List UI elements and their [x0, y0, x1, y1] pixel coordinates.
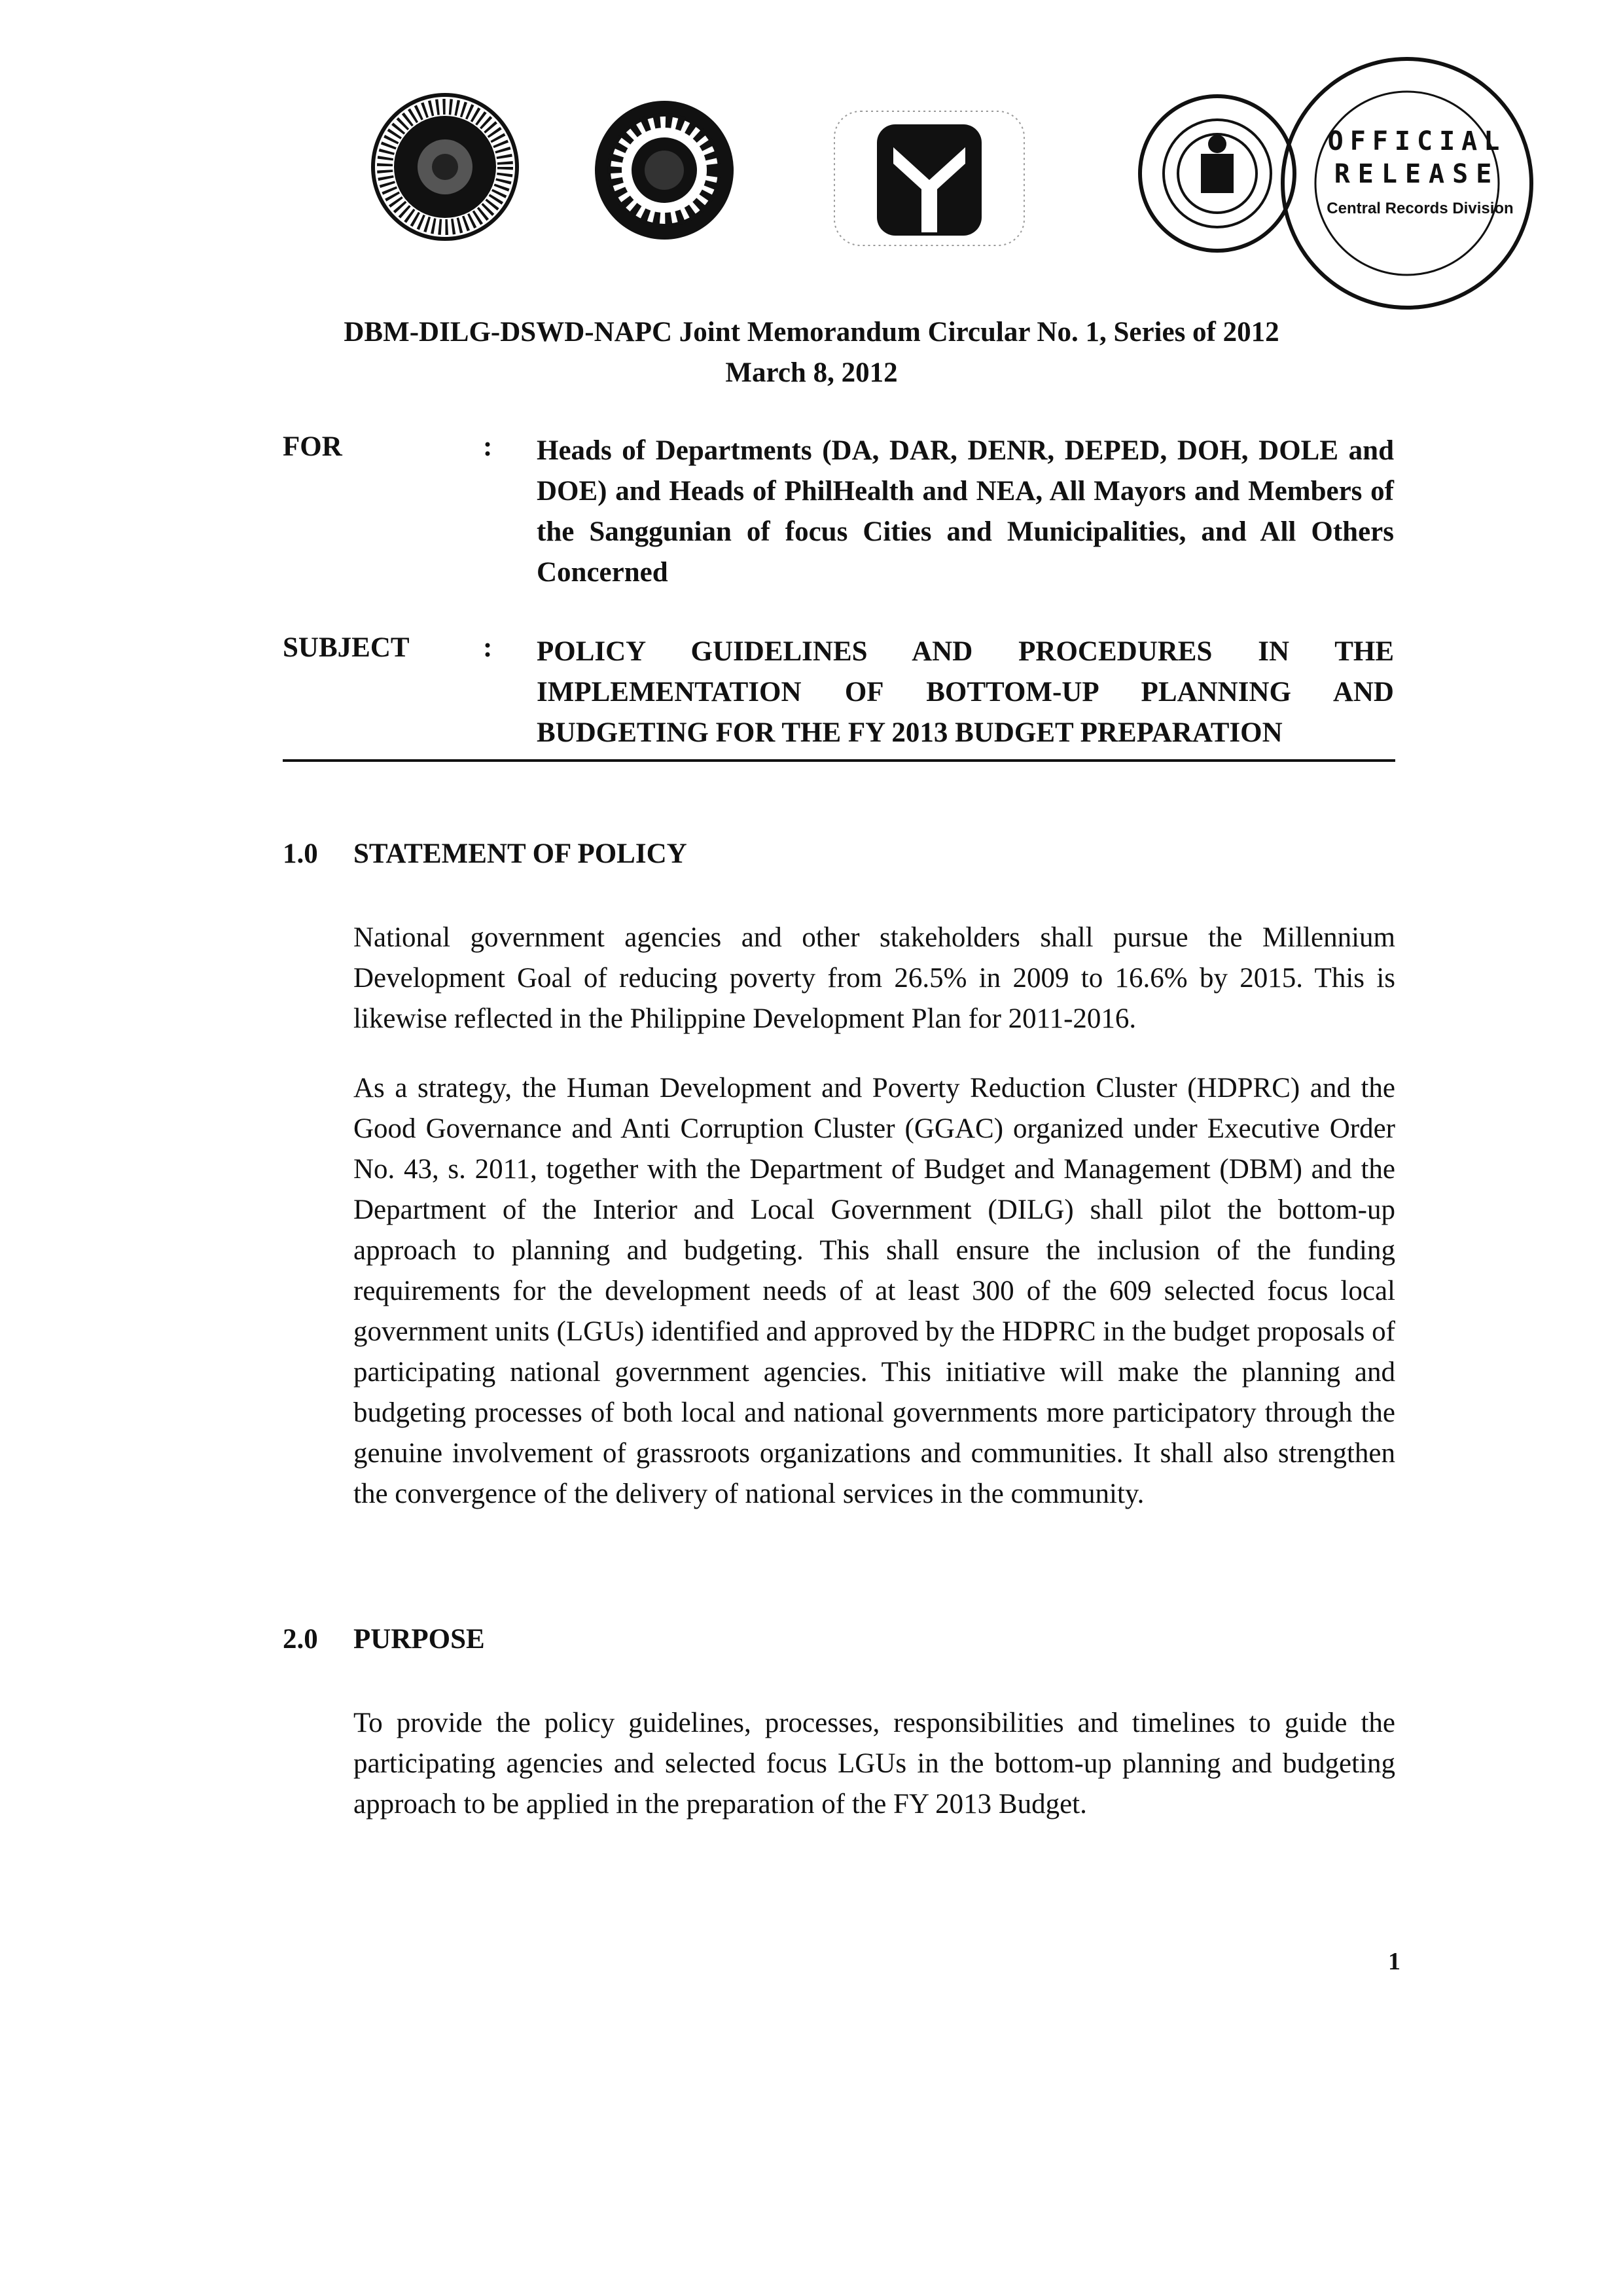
policy-paragraph-2: As a strategy, the Human Development and Poverty Reduction Cluster (HDPRC) and the Good Governance and Anti Corruption Cluster (GGAC) organized under Executive Order No. 43, s. 2011, together with the Department of Budget and Management (DBM) and the Department of the Interior and Local Government (DILG) shall pilot the bottom-up approach to planning and budgeting. This shall ensure the inclusion of the funding requirements for the development needs of at least 300 of the 609 selected focus local government units (LGUs) identified and approved by the HDPRC in the budget proposals of participating national government agencies. This initiative will make the planning and budgeting processes of both local and national governments more participatory through the genuine involvement of grassroots organizations and communities. It shall also strengthen the convergence of the delivery of national services in the community. [353, 1073, 1395, 1509]
purpose-paragraph: To provide the policy guidelines, processes, responsibilities and timelines to guide the participating agencies and selected focus LGUs in the bottom-up planning and budgeting approach to be applied in the preparation of the FY 2013 Budget. [353, 1708, 1395, 1820]
policy-paragraph-1: National government agencies and other stakeholders shall pursue the Millennium Development Goal of reducing poverty from 26.5% in 2009 to 16.6% by 2015. This is likewise reflected in the Philippine Development Plan for 2011-2016. [353, 922, 1395, 1034]
subject-text: POLICY GUIDELINES AND PROCEDURES IN THE IMPLEMENTATION OF BOTTOM-UP PLANNING AND BUDGETING FOR THE FY 2013 BUDGET PREPARATION [537, 636, 1394, 748]
subject-colon: : [483, 632, 493, 663]
stamp-division-text: Central Records Division [1327, 200, 1514, 217]
section-title: STATEMENT OF POLICY [353, 838, 687, 869]
for-colon: : [483, 431, 493, 462]
section-number: 1.0 [283, 838, 318, 869]
dswd-logo-icon [831, 108, 1027, 249]
subject-label: SUBJECT [283, 632, 410, 663]
page-number: 1 [1388, 1948, 1400, 1975]
section-heading-statement-of-policy [283, 838, 687, 870]
memorandum-title: DBM-DILG-DSWD-NAPC Joint Memorandum Circular No. 1, Series of 2012 [344, 317, 1279, 348]
subject-divider [283, 759, 1395, 762]
section-heading-purpose [283, 1623, 485, 1655]
dbm-seal-icon [370, 92, 520, 242]
official-release-stamp [1266, 56, 1541, 317]
for-label: FOR [283, 431, 342, 462]
stamp-official-text: OFFICIAL [1327, 126, 1507, 156]
stamp-release-text: RELEASE [1334, 159, 1500, 189]
section-title: PURPOSE [353, 1624, 485, 1655]
memorandum-date: March 8, 2012 [725, 357, 898, 388]
dilg-seal-icon [592, 98, 736, 242]
section-number: 2.0 [283, 1624, 318, 1655]
for-recipients: Heads of Departments (DA, DAR, DENR, DEPED, DOH, DOLE and DOE) and Heads of PhilHealth and NEA, All Mayors and Members of the Sanggunian of focus Cities and Municipalities, and All Others Concerned [537, 435, 1394, 588]
